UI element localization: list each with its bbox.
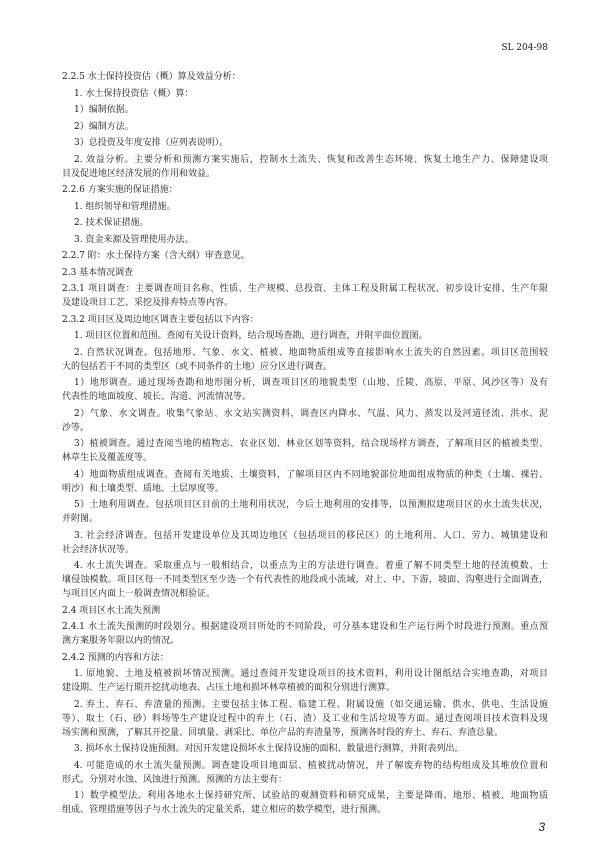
text-line: 林草生长及覆盖度等。 xyxy=(62,453,153,463)
section-paragraph xyxy=(62,282,548,310)
text-line: 2. 自然状况调查。包括地形、气象、水文、植被、地面物质组成等直接影响水土流失的自然因素。项目区范围较 xyxy=(74,347,548,358)
list-item xyxy=(62,498,548,526)
text-line: 与项目区内面上一般调查情况相验证。 xyxy=(62,589,216,599)
text-line: 建设期、生产运行期开挖扰动地表、占压土地和损坏林草植被的面积分别进行测算。 xyxy=(62,683,396,693)
text-line: 2. 效益分析。主要分析和预测方案实施后，控制水土流失、恢复和改善生态环境、恢复土地生产力、保障建设项 xyxy=(74,154,548,165)
text-line: 3. 社会经济调查。包括开发建设单位及其周边地区（包括项目的移民区）的土地利用、人口、劳力、城镇建设和 xyxy=(74,530,548,541)
text-line: 2. 弃土、弃石、弃渣量的预测。主要包括主体工程、临建工程、附属设施（如交通运输、供水、供电、生活设施 xyxy=(74,699,548,710)
section-heading xyxy=(62,70,548,84)
document-body xyxy=(62,70,548,820)
text-line: 3）植被调查。通过查阅当地的植物志、农业区划、林业区划等资料，结合现场样方调查，了解项目区的植被类型、 xyxy=(74,439,548,449)
text-line: 2）气象、水文调查。收集气象站、水文站实测资料，调查区内降水、气温、风力、蒸发以及河道径流、洪水、泥 xyxy=(74,408,548,419)
list-item xyxy=(62,559,548,601)
text-line: 组成、管理措施等因子与水土流失的定量关系，建立相应的数学模型，进行预测。 xyxy=(62,805,387,815)
section-heading xyxy=(62,313,548,327)
list-item xyxy=(62,698,548,740)
text-line: 2.4 项目区水土流失预测 xyxy=(62,605,161,616)
list-item xyxy=(62,103,548,117)
section-heading xyxy=(62,266,548,280)
list-item xyxy=(62,233,548,247)
list-item xyxy=(62,468,548,496)
list-item xyxy=(62,136,548,150)
list-item xyxy=(62,376,548,404)
text-line: 2）编制方法。 xyxy=(74,121,134,132)
page-number: 3 xyxy=(538,820,545,834)
text-line: 4）地面物质组成调查。查阅有关地质、土壤资料，了解项目区内不同地貌部位地面组成物质的种类（土壤、裸岩、 xyxy=(74,469,548,480)
text-line: 3）总投资及年度安排（应列表说明）。 xyxy=(74,138,229,148)
text-line: 4. 水土流失调查。采取重点与一般相结合，以重点为主的方法进行调查。着重了解不同类型土地的径流模数、土 xyxy=(74,561,548,571)
text-line: 1. 项目区位置和范围。查阅有关设计资料，结合现场查勘，进行调查，并附平面位置图。 xyxy=(74,331,428,341)
list-item xyxy=(62,407,548,435)
section-paragraph xyxy=(62,620,548,648)
section-heading xyxy=(62,183,548,197)
text-line: 等）、取土（石、砂）料场等生产建设过程中的弃土（石、渣）及工业和生活垃圾等方面。通过查阅项目技术资料及现 xyxy=(62,713,548,724)
section-heading xyxy=(62,249,548,263)
list-item xyxy=(62,789,548,817)
text-line: 场实测和预测，了解其开挖量、回填量、剥采比、单位产品的弃渣量等，预测各时段的弃土、弃石、弃渣总量。 xyxy=(62,727,504,738)
section-heading xyxy=(62,651,548,665)
text-line: 1）数学模型法。利用各地水土保持研究所、试验站的观测资料和研究成果，主要是降雨、地形、植被、地面物质 xyxy=(74,791,548,801)
text-line: 代表性的地面坡度、坡长、沟道、河流情况等。 xyxy=(62,392,252,402)
text-line: 5）土地利用调查。包括项目区目前的土地利用状况，今后土地利用的安排等，以预测拟建项目区的水土流失状况， xyxy=(74,500,548,510)
text-line: 大的包括若干不同的类型区（或不同条件的土地）应分区进行调查。 xyxy=(62,361,333,372)
list-item xyxy=(62,346,548,374)
text-line: 2.3.1 项目调查：主要调查项目名称、性质、生产规模、总投资、主体工程及附属工程状况、初步设计安排、生产年限 xyxy=(62,284,548,294)
text-line: 2.4.1 水土流失预测的时段划分。根据建设项目所处的不同阶段，可分基本建设和生产运行两个时段进行预测。重点预 xyxy=(62,622,548,632)
text-line: 1. 原地貌、土地及植被损坏情况预测。通过查阅开发建设项目的技术资料，利用设计图纸结合实地查勘，对项目 xyxy=(74,669,548,679)
text-line: 壤侵蚀模数。项目区每一不同类型区至少选一个有代表性的地段或小流域，对上、中、下游，坡面、沟壑进行全面调查， xyxy=(62,575,548,585)
text-line: 形式。分别对水蚀、风蚀进行预测。预测的方法主要有： xyxy=(62,774,288,785)
list-item xyxy=(62,742,548,756)
text-line: 测方案服务年限以内的情况。 xyxy=(62,636,180,646)
standard-code: SL 204-98 xyxy=(501,43,548,53)
text-line: 2.3.2 项目区及周边地区调查主要包括以下内容： xyxy=(62,314,259,325)
list-item xyxy=(62,120,548,134)
text-line: 3. 资金来源及管理使用办法。 xyxy=(74,234,194,245)
text-line: 1. 水土保持投资估（概）算： xyxy=(74,88,194,99)
text-line: 社会经济状况等。 xyxy=(62,544,135,555)
list-item xyxy=(62,216,548,230)
text-line: 1. 组织领导和管理措施。 xyxy=(74,201,176,212)
text-line: 目及促进地区经济发展的作用和效益。 xyxy=(62,168,216,179)
text-line: 沙等。 xyxy=(62,422,90,433)
text-line: 2. 技术保证措施。 xyxy=(74,218,149,228)
list-item xyxy=(62,437,548,465)
text-line: 1）编制依据。 xyxy=(74,105,134,115)
text-line: 4. 可能造成的水土流失量预测。调查建设项目地面层、植被扰动情况，并了解废弃物的结构组成及其堆放位置和 xyxy=(74,760,548,771)
list-item xyxy=(62,529,548,557)
list-item xyxy=(62,329,548,343)
text-line: 1）地形调查。通过现场查勘和地形图分析，调查项目区的地貌类型（山地、丘陵、高原、平原、风沙区等）及有 xyxy=(74,378,548,388)
list-item xyxy=(62,759,548,787)
text-line: 3. 损坏水土保持设施预测。对因开发建设损坏水土保持设施的面积、数量进行测算，并附表列出。 xyxy=(74,744,464,754)
text-line: 及建设项目工艺、采挖及排弃特点等内容。 xyxy=(62,298,234,308)
list-item xyxy=(62,87,548,101)
list-item xyxy=(62,667,548,695)
text-line: 2.2.7 附：水土保持方案（含大纲）审查意见。 xyxy=(62,251,250,261)
text-line: 明沙）和土壤类型、质地、土层厚度等。 xyxy=(62,483,225,494)
text-line: 2.2.5 水土保持投资估（概）算及效益分析： xyxy=(62,72,241,82)
text-line: 2.2.6 方案实施的保证措施： xyxy=(62,185,178,195)
text-line: 并附图。 xyxy=(62,514,99,524)
list-item xyxy=(62,153,548,181)
text-line: 2.4.2 预测的内容和方法： xyxy=(62,652,169,663)
list-item xyxy=(62,200,548,214)
text-line: 2.3 基本情况调查 xyxy=(62,267,134,278)
section-heading xyxy=(62,604,548,618)
